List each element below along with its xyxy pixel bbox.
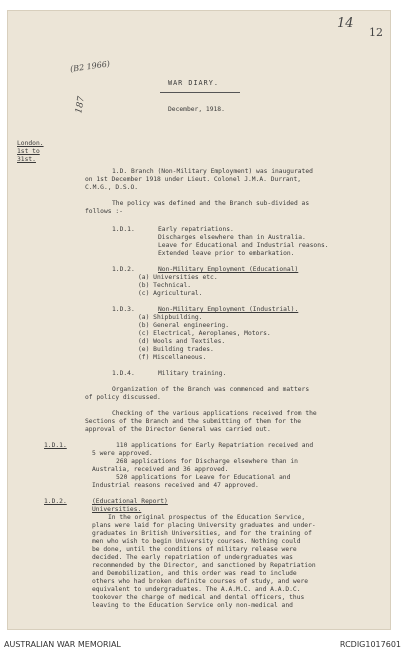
section-item: (b) Technical. xyxy=(138,282,192,289)
section-item: (b) General engineering. xyxy=(138,322,229,329)
intro-line: 1.D. Branch (Non-Military Employment) was inaugurated xyxy=(112,168,313,175)
section-code: 1.D.4. xyxy=(112,370,135,377)
entry-line: In the original prospectus of the Education Service, xyxy=(108,514,306,521)
entry-line: graduates in British Universities, and for the training of xyxy=(92,530,312,537)
checking-line: Checking of the various applications received from the xyxy=(112,410,317,417)
handwritten-note-side: 187 xyxy=(74,95,88,115)
entry-line: 268 applications for Discharge elsewhere than in xyxy=(116,458,298,465)
handwritten-note-top: (B2 1966) xyxy=(69,59,111,74)
entry-code: 1.D.2. xyxy=(44,498,67,505)
margin-date-from: 1st to xyxy=(17,148,40,155)
entry-code: 1.D.1. xyxy=(44,442,67,449)
entry-line: Industrial reasons received and 47 approved. xyxy=(92,482,259,489)
section-item: (a) Universities etc. xyxy=(138,274,218,281)
entry-line: leaving to the Education Service only non-medical and xyxy=(92,602,293,609)
organization-line: Organization of the Branch was commenced and matters xyxy=(112,386,310,393)
entry-line: Australia, received and 36 approved. xyxy=(92,466,229,473)
section-code: 1.D.1. xyxy=(112,226,135,233)
diary-date: December, 1918. xyxy=(168,106,225,113)
page-number: 12 xyxy=(369,26,383,39)
archive-footer xyxy=(0,636,405,653)
footer-institution: AUSTRALIAN WAR MEMORIAL xyxy=(4,640,121,649)
section-item: (c) Electrical, Aeroplanes, Motors. xyxy=(138,330,271,337)
entry-line: be done, until the conditions of military release were xyxy=(92,546,297,553)
title-rule xyxy=(160,92,240,93)
entry-line: decided. The early repatriation of undergraduates was xyxy=(92,554,293,561)
section-title: Military training. xyxy=(158,370,227,377)
section-title: Non-Military Employment (Educational) xyxy=(158,266,299,273)
section-item: (f) Miscellaneous. xyxy=(138,354,207,361)
section-code: 1.D.3. xyxy=(112,306,135,313)
section-item: (e) Building trades. xyxy=(138,346,214,353)
entry-line: tookover the charge of medical and dental officers, thus xyxy=(92,594,305,601)
intro-line: C.M.G., D.S.O. xyxy=(85,184,139,191)
intro-line: on 1st December 1918 under Lieut. Colonel J.M.A. Durrant, xyxy=(85,176,302,183)
organization-line: of policy discussed. xyxy=(85,394,161,401)
policy-line: follows :- xyxy=(85,208,123,215)
margin-place: London. xyxy=(17,140,44,147)
entry-line: plans were laid for placing University graduates and under- xyxy=(92,522,316,529)
entry-line: 110 applications for Early Repatriation received and xyxy=(116,442,314,449)
checking-line: approval of the Director General was carried out. xyxy=(85,426,271,433)
entry-heading: (Educational Report) xyxy=(92,498,168,505)
section-code: 1.D.2. xyxy=(112,266,135,273)
footer-record-id: RCDIG1017601 xyxy=(339,640,401,649)
section-item: (a) Shipbuilding. xyxy=(138,314,203,321)
margin-date-to: 31st. xyxy=(17,156,36,163)
entry-subheading: Universities. xyxy=(92,506,142,513)
folio-mark: 14 xyxy=(337,16,354,31)
entry-line: and Demobilization, and this order was read to include xyxy=(92,570,297,577)
section-item: (c) Agricultural. xyxy=(138,290,203,297)
section-title: Non-Military Employment (Industrial). xyxy=(158,306,299,313)
section-item: (d) Wools and Textiles. xyxy=(138,338,226,345)
section-item: Leave for Educational and Industrial reasons. xyxy=(158,242,329,249)
section-item: Discharges elsewhere than in Australia. xyxy=(158,234,306,241)
checking-line: Sections of the Branch and the submitting of them for the xyxy=(85,418,302,425)
entry-line: men who wish to begin University courses. Nothing could xyxy=(92,538,301,545)
policy-line: The policy was defined and the Branch sub-divided as xyxy=(112,200,310,207)
entry-line: others who had broken definite courses of study, and were xyxy=(92,578,309,585)
entry-line: 520 applications for Leave for Educational and xyxy=(116,474,291,481)
diary-title: WAR DIARY. xyxy=(168,79,219,87)
section-title: Early repatriations. xyxy=(158,226,234,233)
entry-line: equivalent to undergraduates. The A.A.M.C. and A.A.D.C. xyxy=(92,586,301,593)
entry-line: 5 were approved. xyxy=(92,450,153,457)
entry-line: recommended by the Director, and sanctioned by Repatriation xyxy=(92,562,316,569)
section-item: Extended leave prior to embarkation. xyxy=(158,250,295,257)
